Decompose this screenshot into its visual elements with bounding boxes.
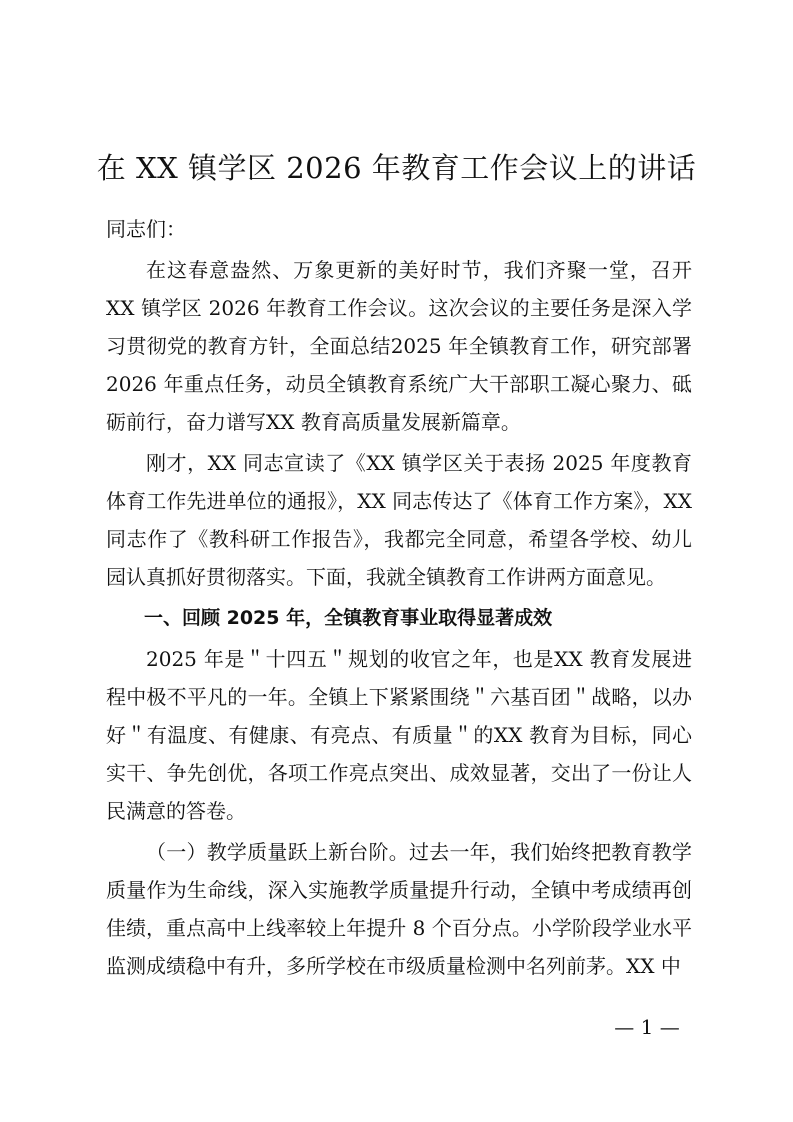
document-title: 在 XX 镇学区 2026 年教育工作会议上的讲话 [96, 151, 697, 185]
paragraph-teaching-quality-text: 过去一年，我们始终把教育教学质量作为生命线，深入实施教学质量提升行动，全镇中考成绩再创佳绩，重点高中上线率较上年提升 8 个百分点。小学阶段学业水平监测成绩稳中有升，多所学校在市级质量检测中名列前茅。XX 中 [106, 840, 692, 978]
section-heading-review: 一、回顾 2025 年，全镇教育事业取得显著成效 [144, 607, 553, 629]
paragraph-opening: 在这春意盎然、万象更新的美好时节，我们齐聚一堂，召开XX 镇学区 2026 年教育工作会议。这次会议的主要任务是深入学习贯彻党的教育方针，全面总结2025 年全镇教育工作，研究部署2026 年重点任务，动员全镇教育系统广大干部职工凝心聚力、砥砺前行，奋力谱写XX 教育高质量发展新篇章。 [106, 258, 692, 434]
paragraph-review-2025: 2025 年是＂十四五＂规划的收官之年，也是XX 教育发展进程中极不平凡的一年。全镇上下紧紧围绕＂六基百团＂战略，以办好＂有温度、有健康、有亮点、有质量＂的XX 教育为目标，同心实干、争先创优，各项工作亮点突出、成效显著，交出了一份让人民满意的答卷。 [106, 647, 692, 823]
subheading-teaching-quality: （一）教学质量跃上新台阶。 [146, 840, 409, 864]
page-number: — 1 — [614, 1015, 680, 1039]
document-body [106, 210, 692, 988]
salutation: 同志们： [106, 217, 186, 241]
paragraph-teaching-quality [106, 833, 692, 985]
paragraph-reports: 刚才，XX 同志宣读了《XX 镇学区关于表扬 2025 年度教育体育工作先进单位的通报》，XX 同志传达了《体育工作方案》，XX 同志作了《教科研工作报告》，我都完全同意，希望各学校、幼儿园认真抓好贯彻落实。下面，我就全镇教育工作讲两方面意见。 [106, 451, 692, 589]
